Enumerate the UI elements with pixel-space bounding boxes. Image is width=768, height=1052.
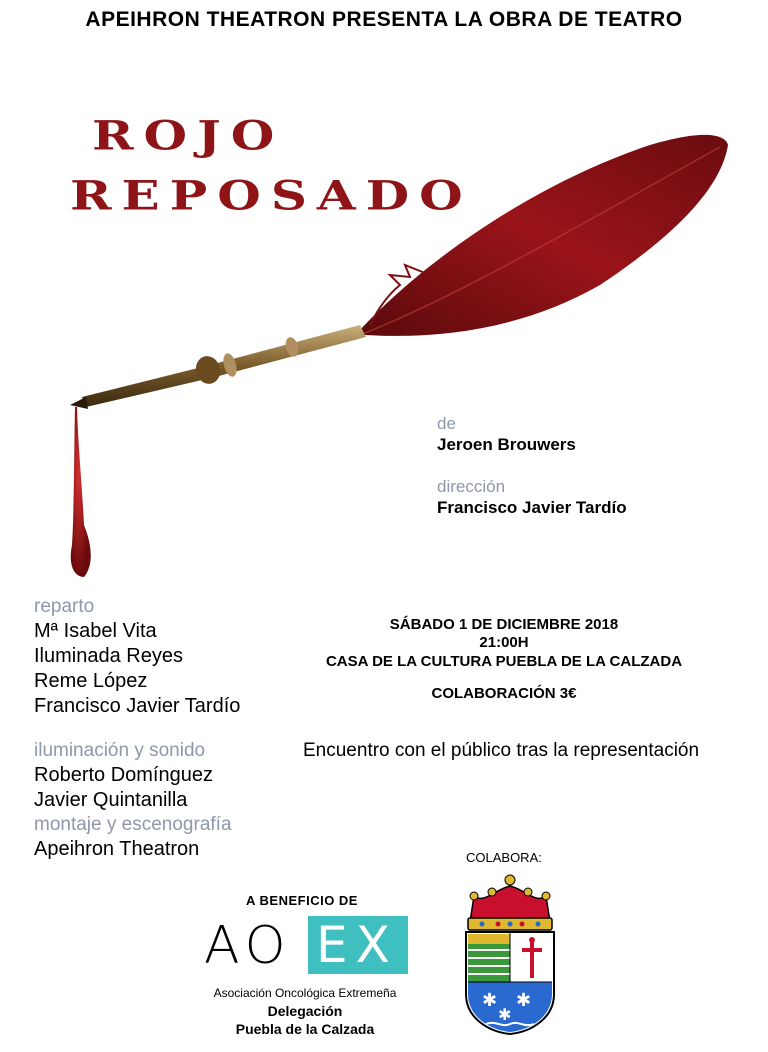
- director-label: dirección: [437, 477, 506, 496]
- lighting-label: iluminación y sonido: [34, 740, 206, 761]
- cast-member: Francisco Javier Tardío: [34, 695, 241, 717]
- quill-pen-illustration: [60, 125, 740, 585]
- aoex-logo-right-box: [308, 916, 408, 974]
- play-title-line-1: ROJO: [92, 112, 285, 160]
- event-time: 21:00H: [479, 634, 529, 651]
- play-title-line-2: REPOSADO: [70, 172, 473, 220]
- author-label: de: [437, 414, 456, 433]
- audience-encounter-note: Encuentro con el público tras la representación: [303, 740, 700, 761]
- author-name: Jeroen Brouwers: [437, 435, 576, 454]
- lighting-member: Javier Quintanilla: [34, 789, 188, 811]
- event-price: COLABORACIÓN 3€: [431, 685, 577, 702]
- svg-text:✱: ✱: [498, 1005, 512, 1024]
- cast-member: Iluminada Reyes: [34, 645, 183, 667]
- feather-shape: [360, 135, 728, 336]
- beneficiary-label: A BENEFICIO DE: [246, 893, 358, 908]
- aoex-organization: Asociación Oncológica Extremeña: [213, 986, 397, 1000]
- lighting-member: Roberto Domínguez: [34, 764, 213, 786]
- svg-text:✱: ✱: [516, 990, 532, 1011]
- set-design-member: Apeihron Theatron: [34, 838, 200, 860]
- aoex-delegation: Delegación: [267, 1003, 343, 1019]
- event-venue: CASA DE LA CULTURA PUEBLA DE LA CALZADA: [325, 653, 683, 670]
- set-design-label: montaje y escenografía: [34, 814, 232, 835]
- aoex-logo-left: AO: [204, 916, 292, 976]
- svg-text:✱: ✱: [482, 990, 498, 1011]
- director-name: Francisco Javier Tardío: [437, 498, 627, 517]
- aoex-logo-right: EX: [316, 916, 398, 974]
- aoex-place: Puebla de la Calzada: [235, 1021, 375, 1037]
- cast-member: Reme López: [34, 670, 148, 692]
- pen-shaft: [82, 325, 366, 407]
- aoex-logo: [204, 916, 410, 978]
- collaborator-label: COLABORA:: [466, 850, 542, 865]
- event-date: SÁBADO 1 DE DICIEMBRE 2018: [389, 616, 619, 633]
- poster-header: APEIHRON THEATRON PRESENTA LA OBRA DE TEATRO: [85, 8, 683, 31]
- cast-label: reparto: [34, 596, 95, 617]
- coat-of-arms-icon: [460, 874, 560, 1036]
- ink-drip: [71, 407, 91, 577]
- cast-member: Mª Isabel Vita: [34, 620, 157, 642]
